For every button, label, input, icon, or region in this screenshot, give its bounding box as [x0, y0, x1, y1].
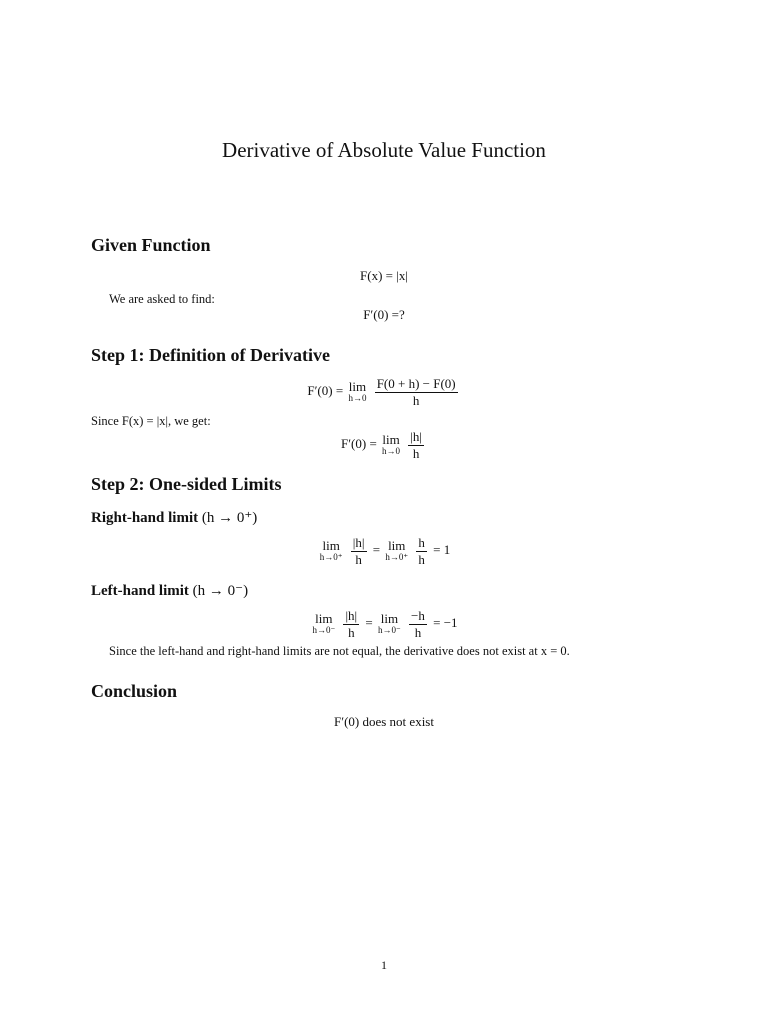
fraction-denominator: h: [355, 551, 362, 567]
section-heading-conclusion: Conclusion: [91, 681, 178, 701]
fraction-simplified: [409, 608, 427, 640]
fraction-numerator: |h|: [352, 535, 365, 550]
document-title: Derivative of Absolute Value Function: [222, 138, 546, 162]
fraction-simplified: [416, 535, 427, 567]
fraction-abs: [343, 608, 359, 640]
limit-operator: [378, 612, 401, 636]
limit-operator: [348, 380, 366, 404]
equation-right-limit: [0, 535, 768, 567]
fraction-denominator: h: [348, 624, 355, 640]
equation-lhs: F′(0) =: [307, 383, 344, 399]
subsection-heading-right: [91, 508, 257, 527]
fraction-numerator: F(0 + h) − F(0): [376, 376, 456, 391]
fraction-denominator: h: [412, 445, 420, 461]
equation-find: F′(0) =?: [363, 307, 405, 322]
section-heading-step1: Step 1: Definition of Derivative: [91, 345, 330, 365]
fraction-denominator: h: [414, 624, 422, 640]
text-limits-not-equal: Since the left-hand and right-hand limits are not equal, the derivative does not exist at x = 0.: [109, 644, 570, 658]
abs-quotient: [408, 429, 424, 461]
limit-result: = 1: [433, 542, 451, 558]
equation-lhs: F′(0) =: [340, 436, 377, 452]
difference-quotient: [375, 376, 458, 408]
limit-operator: [312, 612, 335, 636]
fraction-numerator: −h: [411, 608, 425, 623]
subsection-condition: (h → 0⁺): [201, 510, 258, 526]
limit-subscript: h→0: [382, 446, 401, 457]
limit-operator: [385, 539, 408, 563]
fraction-numerator: |h|: [345, 608, 358, 623]
conclusion-statement: F′(0) does not exist: [334, 714, 434, 729]
limit-subscript: h→0⁻: [312, 625, 336, 636]
fraction-denominator: h: [418, 551, 425, 567]
fraction-abs: [351, 535, 367, 567]
limit-operator: [320, 539, 343, 563]
limit-result: = −1: [433, 615, 458, 631]
limit-subscript: h→0⁺: [385, 552, 409, 563]
section-heading-step2: Step 2: One-sided Limits: [91, 474, 282, 494]
fraction-numerator: |h|: [410, 429, 423, 444]
text-since: Since F(x) = |x|, we get:: [91, 414, 211, 428]
text-asked: We are asked to find:: [109, 292, 215, 306]
page-number: 1: [381, 958, 387, 972]
limit-word: lim: [348, 379, 367, 394]
equation-function: F(x) = |x|: [360, 268, 408, 283]
fraction-numerator: h: [418, 535, 425, 550]
equation-left-limit: [0, 608, 768, 640]
equals-sign: =: [365, 615, 373, 631]
fraction-denominator: h: [412, 392, 420, 408]
limit-operator: [382, 433, 400, 457]
limit-word: lim: [315, 611, 333, 626]
equation-derivative-definition: [0, 376, 768, 408]
equation-abs-quotient: [0, 429, 768, 461]
subsection-title: Right-hand limit: [91, 510, 199, 526]
equals-sign: =: [372, 542, 381, 558]
limit-subscript: h→0⁺: [319, 552, 343, 563]
limit-subscript: h→0⁻: [378, 625, 401, 636]
subsection-condition: (h → 0⁻): [192, 583, 249, 599]
limit-word: lim: [382, 432, 400, 447]
limit-word: lim: [388, 538, 406, 553]
limit-word: lim: [380, 611, 399, 626]
limit-subscript: h→0: [348, 393, 367, 404]
section-heading-given: Given Function: [91, 235, 211, 255]
subsection-title: Left-hand limit: [91, 583, 189, 599]
limit-word: lim: [322, 538, 340, 553]
subsection-heading-left: [91, 581, 248, 600]
